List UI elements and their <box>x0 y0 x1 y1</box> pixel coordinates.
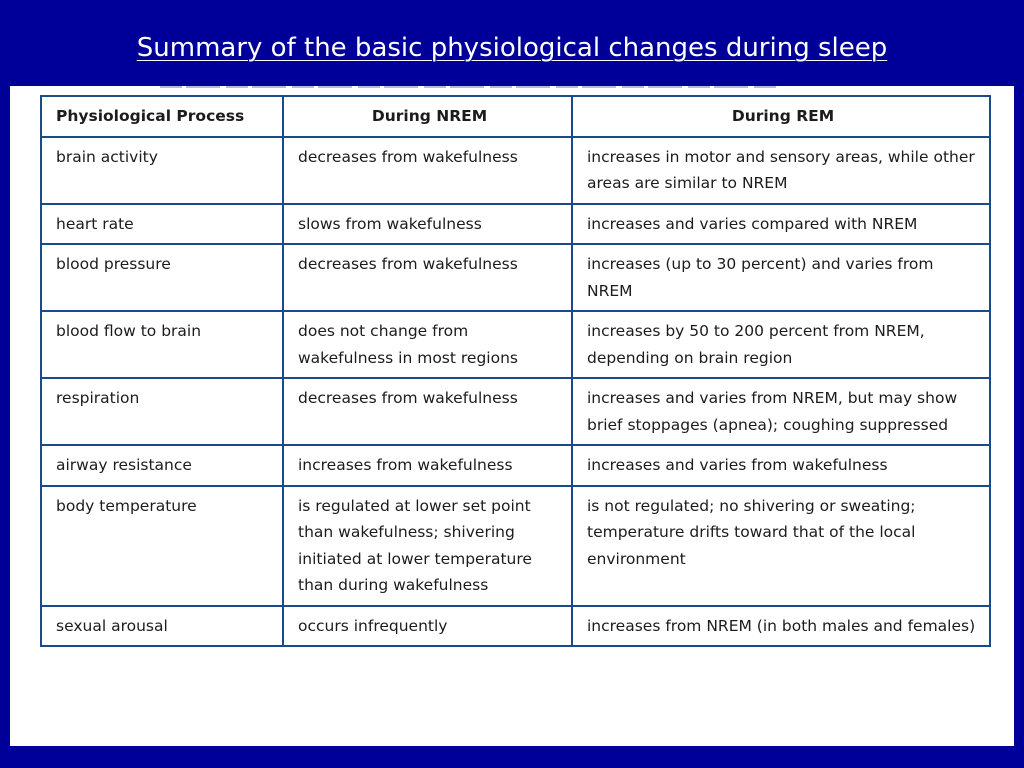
table-row <box>41 137 990 204</box>
table-row <box>41 606 990 647</box>
cell-process: body temperature <box>41 486 283 606</box>
table-panel <box>10 86 1014 746</box>
header-rem: During REM <box>572 96 990 137</box>
cell-process: blood pressure <box>41 244 283 311</box>
cell-nrem: does not change from wakefulness in most regions <box>283 311 572 378</box>
cell-rem: increases by 50 to 200 percent from NREM, depending on brain region <box>572 311 990 378</box>
cell-process: respiration <box>41 378 283 445</box>
cell-nrem: is regulated at lower set point than wakefulness; shivering initiated at lower temperature than during wakefulness <box>283 486 572 606</box>
table-row <box>41 486 990 606</box>
physiology-table <box>40 95 991 647</box>
table-row <box>41 311 990 378</box>
table-row <box>41 445 990 486</box>
cell-rem: increases (up to 30 percent) and varies from NREM <box>572 244 990 311</box>
cell-nrem: increases from wakefulness <box>283 445 572 486</box>
cell-process: blood flow to brain <box>41 311 283 378</box>
table-row <box>41 204 990 245</box>
table-header-row <box>41 96 990 137</box>
cell-nrem: decreases from wakefulness <box>283 378 572 445</box>
cell-rem: increases from NREM (in both males and females) <box>572 606 990 647</box>
table-row <box>41 378 990 445</box>
cell-process: airway resistance <box>41 445 283 486</box>
header-process: Physiological Process <box>41 96 283 137</box>
cell-nrem: decreases from wakefulness <box>283 137 572 204</box>
cell-nrem: occurs infrequently <box>283 606 572 647</box>
cell-nrem: decreases from wakefulness <box>283 244 572 311</box>
cell-process: brain activity <box>41 137 283 204</box>
cell-rem: is not regulated; no shivering or sweating; temperature drifts toward that of the local environment <box>572 486 990 606</box>
header-nrem: During NREM <box>283 96 572 137</box>
cell-nrem: slows from wakefulness <box>283 204 572 245</box>
slide-title: Summary of the basic physiological changes during sleep <box>136 33 888 63</box>
cell-rem: increases and varies from wakefulness <box>572 445 990 486</box>
table-row <box>41 244 990 311</box>
cell-rem: increases and varies compared with NREM <box>572 204 990 245</box>
cell-process: sexual arousal <box>41 606 283 647</box>
cell-process: heart rate <box>41 204 283 245</box>
decorative-bleed-strip <box>160 86 780 88</box>
cell-rem: increases and varies from NREM, but may show brief stoppages (apnea); coughing suppressed <box>572 378 990 445</box>
cell-rem: increases in motor and sensory areas, while other areas are similar to NREM <box>572 137 990 204</box>
